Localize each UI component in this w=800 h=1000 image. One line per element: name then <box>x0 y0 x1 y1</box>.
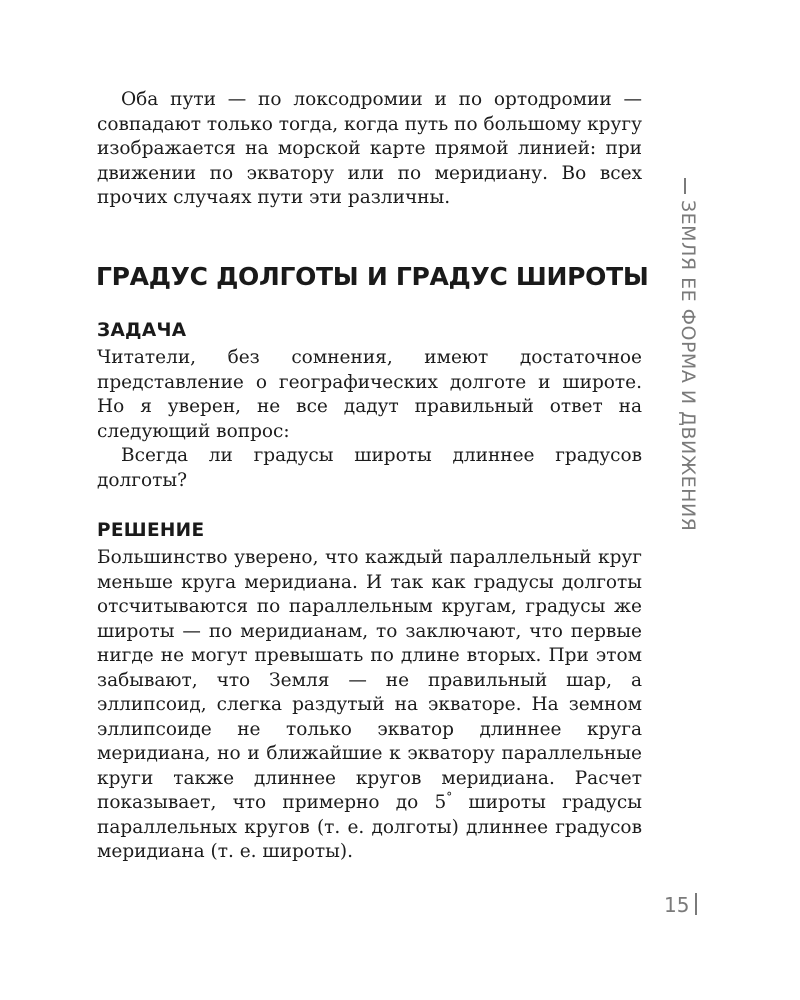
sidebar-divider <box>684 178 686 194</box>
running-header <box>677 200 699 531</box>
solution-paragraph <box>97 546 642 865</box>
page-number-divider <box>695 893 697 915</box>
page-number: 15 <box>664 893 690 917</box>
solution-label: РЕШЕНИЕ <box>97 520 205 541</box>
solution-text-part2: широты градусы параллельных кругов (т. е. долготы) длиннее градусов меридиана (т. е. широты). <box>97 792 642 862</box>
task-paragraph: Читатели, без сомнения, имеют достаточное представление о географических долготе и широте. Но я уверен, не все дадут правильный ответ на следующий вопрос: <box>97 347 642 442</box>
task-label: ЗАДАЧА <box>97 320 187 341</box>
degree-sign: ° <box>446 789 453 804</box>
section-title: ГРАДУС ДОЛГОТЫ И ГРАДУС ШИРОТЫ <box>96 262 649 291</box>
solution-text-part1: Большинство уверено, что каждый параллельный круг меньше круга меридиана. И так как градусы долготы отсчитываются по параллельным кругам, градусы же широты — по меридианам, то заключают, что первые нигде не могут превышать по длине вторых. При этом забывают, что Земля — не правильный шар, а эллипсоид, слегка раздутый на экваторе. На земном эллипсоиде не только экватор длиннее круга меридиана, но и ближайшие к экватору параллельные круги также длиннее кругов меридиана. Расчет показывает, что примерно до 5 <box>97 547 642 813</box>
intro-paragraph: Оба пути — по локсодромии и по ортодромии — совпадают только тогда, когда путь по большому кругу изображается на морской карте прямой линией: при движении по экватору или по меридиану. Во всех прочих случаях пути эти различны. <box>97 89 642 208</box>
task-question: Всегда ли градусы широты длиннее градусов долготы? <box>97 445 642 491</box>
sidebar-title: ЗЕМЛЯ ЕЕ ФОРМА И ДВИЖЕНИЯ <box>677 200 699 532</box>
